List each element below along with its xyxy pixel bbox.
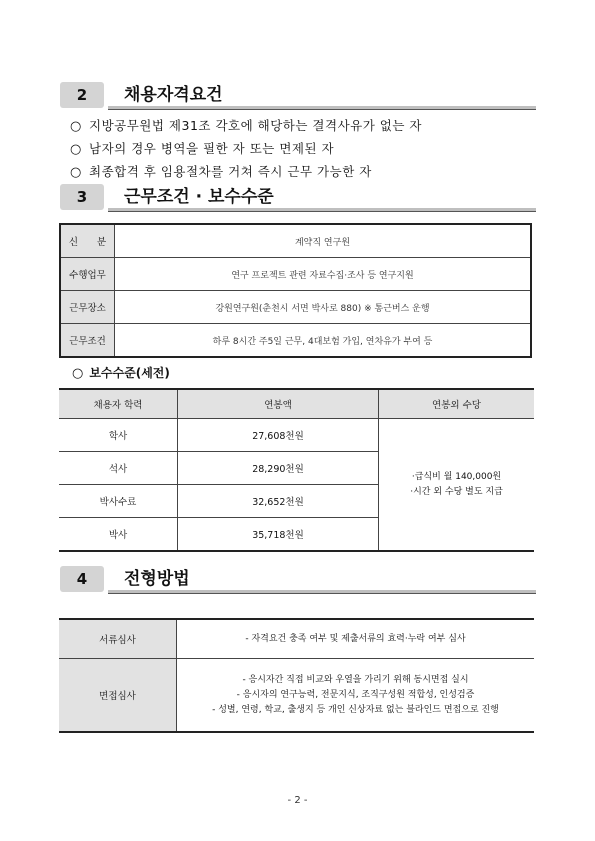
circle-bullet-icon: ○ (70, 119, 82, 134)
table-row (60, 291, 531, 324)
section-rule-dark (108, 593, 536, 594)
row-value: 강원연구원(춘천시 서면 박사로 880) ※ 통근버스 운행 (115, 291, 532, 324)
section-number: 3 (60, 184, 104, 210)
table-row (59, 419, 534, 452)
table-header-row (59, 389, 534, 419)
interview-line: - 성별, 연령, 학교, 출생지 등 개인 신상자료 없는 블라인드 면접으로 진행 (212, 704, 499, 715)
section-number: 4 (60, 566, 104, 592)
qualification-text: 지방공무원법 제31조 각호에 해당하는 결격사유가 없는 자 (89, 118, 422, 133)
row-value: - 자격요건 충족 여부 및 제출서류의 효력·누락 여부 심사 (177, 619, 535, 659)
list-item (70, 163, 422, 186)
table-row (59, 619, 534, 659)
interview-line: - 응시자의 연구능력, 전문지식, 조직구성원 적합성, 인성검증 (236, 689, 475, 700)
circle-bullet-icon: ○ (70, 142, 82, 157)
list-item (70, 140, 422, 163)
table-row (60, 324, 531, 358)
list-item (70, 117, 422, 140)
row-label: 근무장소 (60, 291, 115, 324)
page-number: - 2 - (287, 795, 308, 806)
row-label: 면접심사 (59, 659, 177, 733)
row-value: 계약직 연구원 (115, 224, 532, 258)
qualification-text: 최종합격 후 임용절차를 거쳐 즉시 근무 가능한 자 (89, 164, 372, 179)
qualification-text: 남자의 경우 병역을 필한 자 또는 면제된 자 (89, 141, 335, 156)
salary-table (59, 388, 534, 552)
row-label: 근무조건 (60, 324, 115, 358)
section-2-header (60, 82, 536, 108)
amount-cell: 32,652천원 (178, 485, 379, 518)
amount-cell: 35,718천원 (178, 518, 379, 552)
section-title: 전형방법 (124, 569, 190, 589)
row-value: 연구 프로젝트 관련 자료수집·조사 등 연구지원 (115, 258, 532, 291)
conditions-table (59, 223, 532, 358)
education-cell: 박사수료 (59, 485, 178, 518)
row-value: 하루 8시간 주5일 근무, 4대보험 가입, 연차유가 부여 등 (115, 324, 532, 358)
education-cell: 석사 (59, 452, 178, 485)
education-cell: 박사 (59, 518, 178, 552)
selection-table (59, 618, 534, 733)
row-label: 수행업무 (60, 258, 115, 291)
table-row (60, 258, 531, 291)
column-header: 연봉액 (178, 389, 379, 419)
table-row (59, 659, 534, 733)
interview-line: - 응시자간 직접 비교와 우열을 가리기 위해 동시면접 실시 (242, 674, 469, 685)
section-title: 근무조건 · 보수수준 (124, 187, 274, 207)
column-header: 연봉외 수당 (379, 389, 535, 419)
column-header: 채용자 학력 (59, 389, 178, 419)
allowance-cell (379, 419, 535, 552)
section-3-header (60, 184, 536, 210)
table-row (60, 224, 531, 258)
section-4-header (60, 566, 536, 592)
amount-cell: 28,290천원 (178, 452, 379, 485)
section-rule-dark (108, 109, 536, 110)
amount-cell: 27,608천원 (178, 419, 379, 452)
allowance-line: ·급식비 월 140,000원 (411, 471, 502, 482)
section-rule-dark (108, 211, 536, 212)
salary-label (72, 364, 170, 381)
salary-label-text: 보수수준(세전) (89, 366, 170, 380)
circle-bullet-icon: ○ (70, 165, 82, 180)
row-label: 신 분 (60, 224, 115, 258)
row-label: 서류심사 (59, 619, 177, 659)
row-value (177, 659, 535, 733)
allowance-line: ·시간 외 수당 별도 지급 (410, 486, 503, 497)
qualification-list (70, 117, 422, 186)
circle-bullet-icon: ○ (72, 366, 84, 381)
education-cell: 학사 (59, 419, 178, 452)
section-title: 채용자격요건 (124, 85, 223, 105)
section-number: 2 (60, 82, 104, 108)
